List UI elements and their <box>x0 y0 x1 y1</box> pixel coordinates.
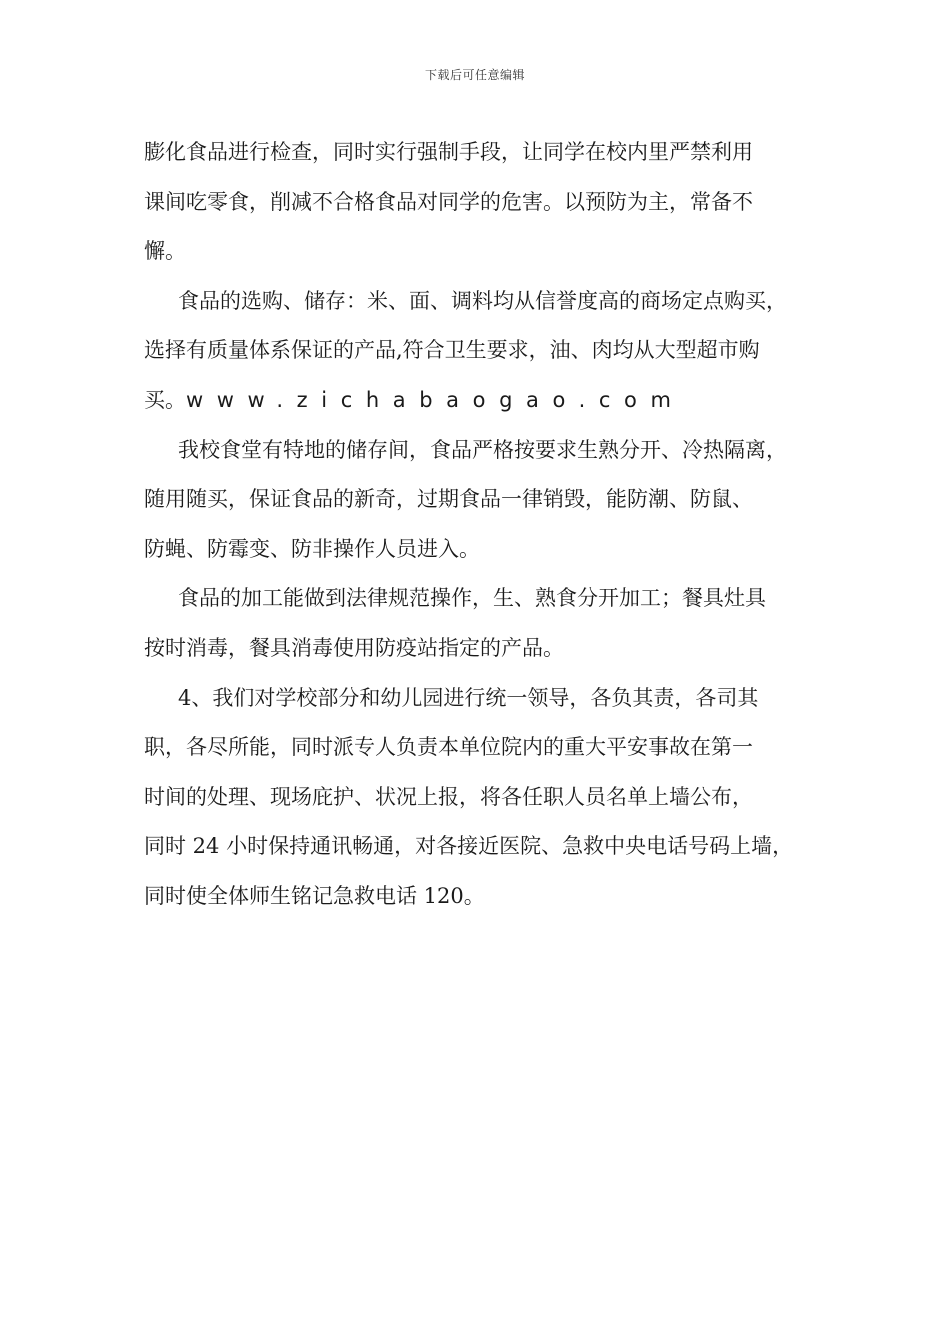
text-line: 课间吃零食，削减不合格食品对同学的危害。以预防为主，常备不 <box>144 189 753 214</box>
document-body <box>144 128 820 922</box>
page-header: 下载后可任意编辑 <box>424 68 525 82</box>
text-line-with-url <box>144 376 820 426</box>
text-line: 随用随买，保证食品的新奇，过期食品一律销毁，能防潮、防鼠、 <box>144 487 753 512</box>
paragraph-food-processing <box>144 574 820 673</box>
paragraph-snack-inspection <box>144 128 820 277</box>
text-line: 懈。 <box>144 239 186 264</box>
text-line: 职，各尽所能，同时派专人负责本单位院内的重大平安事故在第一 <box>144 735 753 760</box>
paragraph-storage-room <box>144 426 820 575</box>
text-line: 同时 24 小时保持通讯畅通，对各接近医院、急救中央电话号码上墙， <box>144 834 794 859</box>
paragraph-food-purchase <box>144 277 820 426</box>
text-line: 我校食堂有特地的储存间，食品严格按要求生熟分开、冷热隔离， <box>178 437 787 462</box>
text-line: 时间的处理、现场庇护、状况上报，将各任职人员名单上墙公布， <box>144 784 753 809</box>
text-line: 4、我们对学校部分和幼儿园进行统一领导，各负其责，各司其 <box>178 685 759 710</box>
text-line: 防蝇、防霉变、防非操作人员进入。 <box>144 536 480 561</box>
text-line: 按时消毒，餐具消毒使用防疫站指定的产品。 <box>144 635 564 660</box>
text-line: 选择有质量体系保证的产品,符合卫生要求，油、肉均从大型超市购 <box>144 338 760 363</box>
text-line: 食品的加工能做到法律规范操作，生、熟食分开加工；餐具灶具 <box>178 586 766 611</box>
text-line: 膨化食品进行检查，同时实行强制手段，让同学在校内里严禁利用 <box>144 140 753 164</box>
text-fragment: 买。 <box>144 387 186 412</box>
text-line: 食品的选购、储存：米、面、调料均从信誉度高的商场定点购买， <box>178 288 787 313</box>
website-url: www.zichabaogao.com <box>186 387 685 412</box>
text-line: 同时使全体师生铭记急救电话 120。 <box>144 883 485 908</box>
paragraph-unified-leadership <box>144 674 820 922</box>
